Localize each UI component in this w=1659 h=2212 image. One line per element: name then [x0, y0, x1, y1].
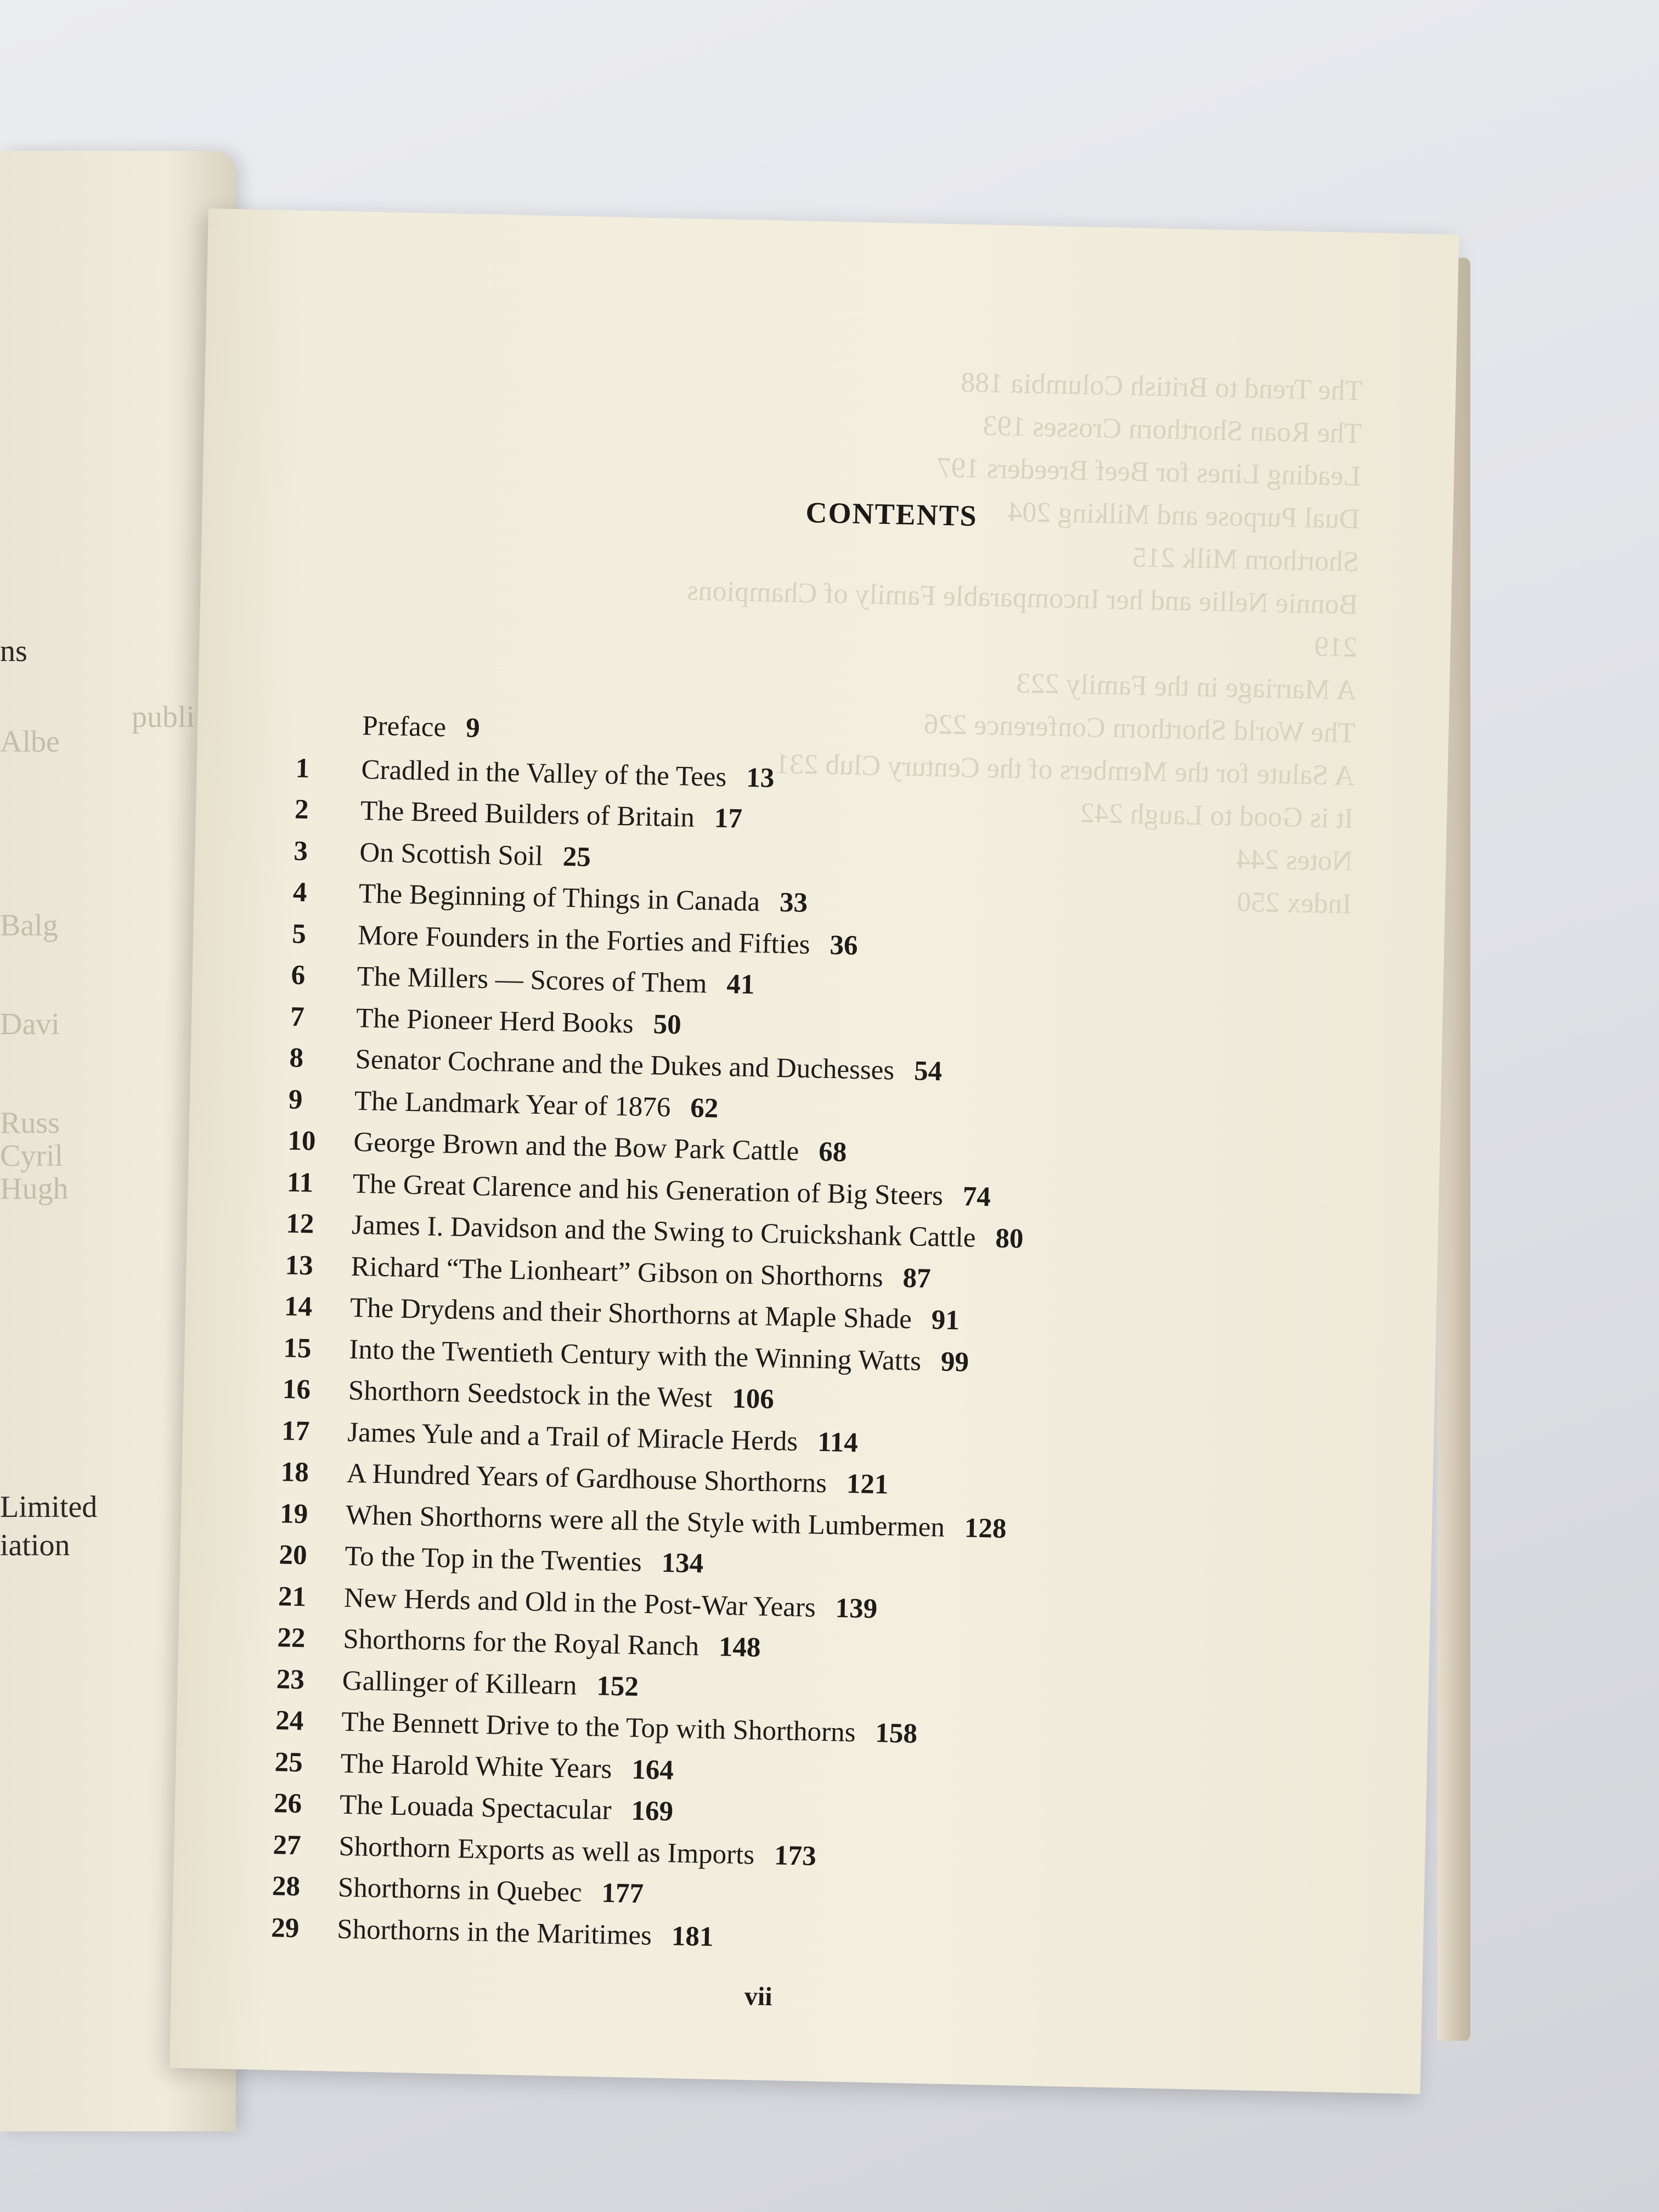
left-page-text-fragment: Albe: [0, 725, 60, 759]
left-page-text-fragment: Russ: [0, 1106, 60, 1140]
toc-entry-page: 139: [835, 1592, 878, 1624]
toc-entry-title: Shorthorns in the Maritimes: [336, 1914, 652, 1951]
toc-entry-title: Shorthorn Exports as well as Imports: [338, 1831, 755, 1870]
toc-entry-page: 128: [964, 1512, 1007, 1544]
toc-entry-page: 114: [817, 1426, 859, 1458]
toc-entry-number: 2: [294, 794, 309, 826]
chapter-list: [270, 749, 1034, 1965]
bleed-through-line: A Salute for the Members of the Century Club 231: [775, 748, 1355, 792]
toc-entry-title: Cradled in the Valley of the Tees: [361, 754, 727, 793]
toc-entry-page: 169: [631, 1795, 674, 1827]
toc-entry-title: The Great Clarence and his Generation of Big Steers: [352, 1168, 944, 1211]
bleed-through-line: Dual Purpose and Milking 204: [1007, 496, 1361, 535]
toc-entry-page: 74: [962, 1181, 991, 1212]
toc-entry-page: 134: [661, 1547, 704, 1579]
toc-entry-number: 11: [286, 1166, 314, 1198]
toc-entry-title: The Bennett Drive to the Top with Shorthorns: [341, 1706, 856, 1748]
toc-entry-title: The Millers — Scores of Them: [357, 961, 708, 1000]
toc-entry-title: New Herds and Old in the Post-War Years: [343, 1582, 816, 1623]
toc-entry-page: 164: [631, 1754, 674, 1786]
toc-entry-page: 91: [931, 1305, 960, 1336]
toc-entry-page: 148: [718, 1632, 761, 1663]
toc-entry-page: 9: [465, 713, 481, 744]
toc-entry-title: Senator Cochrane and the Dukes and Duchesses: [354, 1043, 895, 1086]
left-page-text-fragment: Cyril: [0, 1139, 64, 1173]
toc-entry-number: 28: [272, 1871, 301, 1903]
toc-entry-title: When Shorthorns were all the Style with Lumbermen: [345, 1499, 945, 1543]
toc-entry-title: Shorthorn Seedstock in the West: [348, 1375, 713, 1414]
bleed-through-line: The Roan Shorthorn Crosses 193: [983, 410, 1362, 450]
toc-entry-title: The Louada Spectacular: [339, 1789, 612, 1826]
toc-entry-page: 181: [671, 1920, 714, 1953]
toc-entry-number: 13: [285, 1249, 314, 1281]
bleed-through-line: Bonnie Nellie and her Incomparable Family of Champions 219: [686, 575, 1358, 664]
toc-entry-number: 22: [276, 1622, 306, 1654]
toc-entry-page: 87: [902, 1262, 932, 1294]
table-of-contents: [270, 706, 1035, 1964]
bleed-through-line: The Trend to British Columbia 188: [960, 366, 1363, 407]
toc-entry-number: 25: [274, 1746, 303, 1778]
toc-entry-page: 106: [731, 1383, 775, 1415]
toc-entry-title: Shorthorns for the Royal Ranch: [342, 1623, 699, 1662]
bleed-through-line: A Marriage in the Family 223: [1016, 668, 1357, 706]
toc-entry-page: 62: [690, 1092, 719, 1124]
toc-entry-page: 68: [818, 1136, 847, 1168]
toc-entry-page: 99: [940, 1346, 969, 1378]
left-page-text-fragment: Limited: [0, 1490, 98, 1524]
page-folio: vii: [744, 1982, 773, 2012]
toc-entry-page: 177: [601, 1877, 644, 1910]
bleed-through-line: Index 250: [1236, 886, 1352, 920]
toc-entry-title: On Scottish Soil: [359, 837, 544, 872]
left-page-text-fragment: publi: [132, 700, 195, 734]
toc-entry-number: 29: [270, 1912, 300, 1944]
toc-entry-page: 33: [779, 887, 808, 919]
left-page-text-fragment: iation: [0, 1528, 70, 1562]
toc-entry-number: 20: [279, 1539, 308, 1571]
toc-entry-number: 1: [295, 753, 310, 784]
toc-entry-title: The Harold White Years: [340, 1748, 612, 1785]
toc-entry-page: 173: [774, 1839, 817, 1872]
toc-entry-number: 4: [292, 877, 308, 909]
toc-entry-page: 41: [726, 969, 755, 1001]
toc-entry-page: 54: [913, 1056, 943, 1087]
toc-entry-title: Into the Twentieth Century with the Winning Watts: [348, 1334, 922, 1377]
bleed-through-line: It is Good to Laugh 242: [1080, 797, 1354, 834]
contents-page: [170, 208, 1459, 2094]
toc-entry-number: 3: [293, 836, 308, 867]
toc-entry-number: 14: [284, 1291, 313, 1323]
toc-entry-number: 23: [276, 1663, 305, 1695]
toc-entry-number: 12: [285, 1208, 314, 1240]
toc-entry-title: Preface: [362, 710, 447, 743]
toc-entry-number: 9: [288, 1084, 303, 1115]
toc-entry-number: 15: [283, 1332, 312, 1364]
toc-entry-number: 6: [291, 960, 306, 991]
toc-entry-number: 27: [272, 1829, 302, 1861]
toc-entry-number: 21: [278, 1581, 307, 1612]
left-page-text-fragment: Hugh: [0, 1172, 69, 1206]
toc-entry-number: 16: [282, 1374, 311, 1406]
toc-entry-page: 80: [995, 1223, 1024, 1255]
toc-entry-title: James I. Davidson and the Swing to Cruickshank Cattle: [351, 1209, 977, 1254]
toc-entry-title: To the Top in the Twenties: [345, 1541, 642, 1578]
toc-entry-page: 17: [714, 803, 743, 834]
toc-entry-page: 13: [746, 762, 775, 794]
toc-entry-number: 18: [280, 1457, 309, 1488]
toc-entry-title: Shorthorns in Quebec: [337, 1872, 583, 1908]
toc-entry-number: 7: [290, 1001, 305, 1032]
toc-entry-title: A Hundred Years of Gardhouse Shorthorns: [346, 1458, 827, 1499]
bleed-through-line: Leading Lines for Beef Breeders 197: [936, 452, 1361, 493]
contents-heading: CONTENTS: [805, 495, 978, 533]
toc-entry-page: 50: [653, 1008, 682, 1040]
bleed-through-line: The World Shorthorn Conference 226: [923, 708, 1356, 749]
left-page-text-fragment: Davi: [0, 1007, 60, 1041]
toc-entry-number: 26: [273, 1788, 302, 1820]
toc-entry-number: 24: [275, 1705, 304, 1737]
left-page-text-fragment: ns: [0, 634, 27, 668]
toc-entry-number: 17: [281, 1415, 310, 1447]
toc-entry-number: 19: [279, 1498, 308, 1530]
toc-entry-title: George Brown and the Bow Park Cattle: [353, 1126, 799, 1167]
bleed-through-line: Notes 244: [1235, 843, 1353, 877]
toc-entry-title: The Landmark Year of 1876: [354, 1085, 671, 1123]
toc-entry-title: More Founders in the Forties and Fifties: [357, 919, 811, 960]
toc-entry-number: 10: [287, 1125, 317, 1157]
toc-entry-title: The Beginning of Things in Canada: [358, 878, 760, 918]
toc-entry-title: Gallinger of Killearn: [342, 1665, 578, 1701]
toc-entry-title: The Pioneer Herd Books: [356, 1002, 634, 1040]
toc-entry-number: 8: [289, 1042, 304, 1074]
toc-entry-number: 5: [291, 918, 307, 950]
toc-entry-page: 36: [829, 929, 859, 961]
toc-entry-page: 152: [596, 1670, 639, 1702]
toc-entry-title: The Drydens and their Shorthorns at Maple Shade: [349, 1292, 912, 1335]
toc-entry-title: The Breed Builders of Britain: [360, 795, 695, 833]
toc-entry-page: 121: [846, 1468, 889, 1500]
toc-entry-title: Richard “The Lionheart” Gibson on Shorthorns: [351, 1251, 884, 1293]
toc-entry-page: 25: [562, 841, 591, 873]
toc-entry-title: James Yule and a Trail of Miracle Herds: [347, 1417, 798, 1457]
bleed-through-line: Shorthorn Milk 215: [1132, 541, 1359, 578]
left-page-text-fragment: Balg: [0, 909, 58, 943]
toc-entry-page: 158: [874, 1718, 918, 1750]
